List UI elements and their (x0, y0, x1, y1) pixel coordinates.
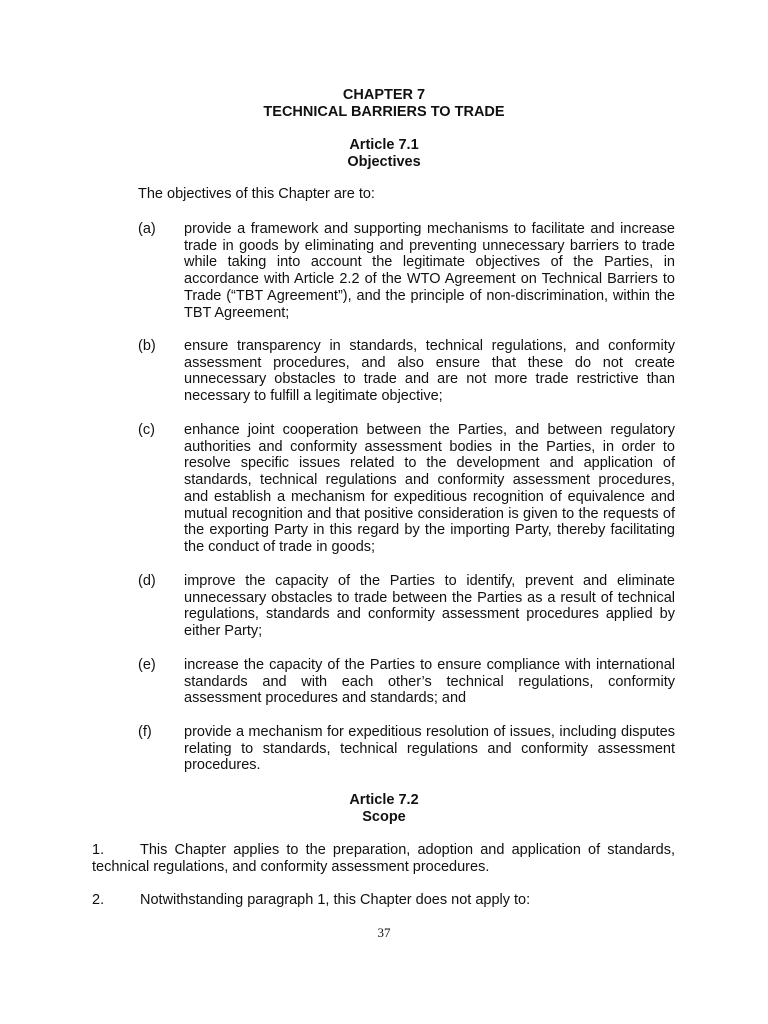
page-number: 37 (377, 925, 391, 940)
item-label: (c) (138, 422, 155, 438)
paragraph-number: 1. (92, 842, 105, 858)
chapter-title: TECHNICAL BARRIERS TO TRADE (263, 104, 505, 120)
item-label: (b) (138, 338, 156, 354)
item-text: increase the capacity of the Parties to ensure compliance with international standards and with each other’s technical regulations, conformity assessment procedures and standards; and (184, 657, 675, 707)
scope-paragraph-1 (92, 842, 675, 876)
scope-paragraph-2 (92, 892, 675, 909)
item-text: ensure transparency in standards, technical regulations, and conformity assessment procedures, and also ensure that these do not create unnecessary obstacles to trade and are not more trade restrictive than necessary to fulfill a legitimate objective; (184, 338, 675, 405)
item-text: improve the capacity of the Parties to identify, prevent and eliminate unnecessary obstacles to trade between the Parties as a result of technical regulations, standards and conformity assessment procedures applied by either Party; (184, 573, 675, 640)
chapter-number: CHAPTER 7 (342, 87, 426, 103)
article-7-1-title: Objectives (347, 154, 421, 170)
paragraph-number: 2. (92, 892, 105, 908)
item-text: enhance joint cooperation between the Parties, and between regulatory authorities and conformity assessment bodies in the Parties, in order to resolve specific issues related to the development and application of standards, technical regulations and conformity assessment procedures, and establish a mechanism for expeditious recognition of equivalence and mutual recognition and that positive consideration is given to the requests of the exporting Party in this regard by the importing Party, thereby facilitating the conduct of trade in goods; (184, 422, 675, 555)
article-7-2-number: Article 7.2 (349, 792, 419, 808)
item-label: (f) (138, 724, 152, 740)
item-text: provide a framework and supporting mechanisms to facilitate and increase trade in goods by eliminating and preventing unnecessary barriers to trade while taking into account the legitimate objectives of the Parties, in accordance with Article 2.2 of the WTO Agreement on Technical Barriers to Trade (“TBT Agreement”), and the principle of non-discrimination, within the TBT Agreement; (184, 221, 675, 321)
item-text: provide a mechanism for expeditious resolution of issues, including disputes relating to standards, technical regulations and conformity assessment procedures. (184, 724, 675, 774)
item-label: (e) (138, 657, 156, 673)
paragraph-text: Notwithstanding paragraph 1, this Chapter does not apply to: (140, 892, 531, 908)
item-label: (d) (138, 573, 156, 589)
article-7-1-number: Article 7.1 (349, 137, 419, 153)
paragraph-text: This Chapter applies to the preparation, adoption and application of standards, technical regulations, and conformity assessment procedures. (92, 842, 675, 875)
objectives-intro: The objectives of this Chapter are to: (138, 186, 375, 202)
article-7-2-title: Scope (362, 809, 406, 825)
item-label: (a) (138, 221, 156, 237)
